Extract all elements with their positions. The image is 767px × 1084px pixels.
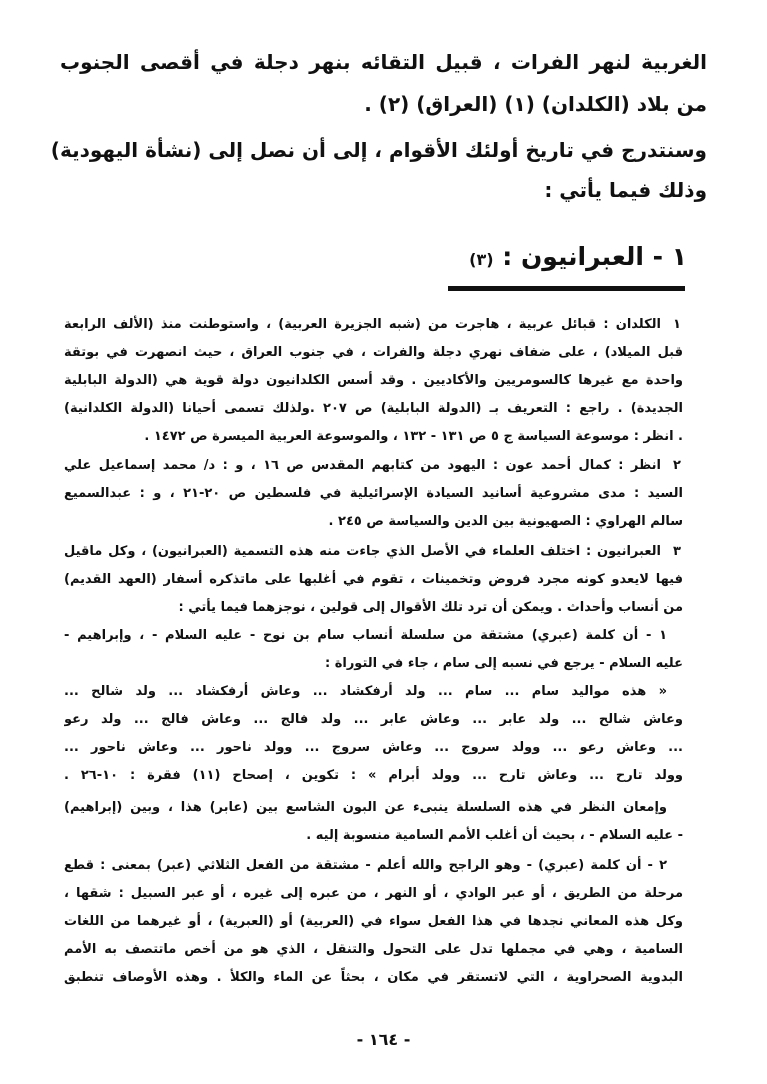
footnote-1-line: الجديدة) . راجع : التعريف بـ (الدولة البابلية) ص ٢٠٧ .ولذلك تسمى أحيانا (الدولة الكلدانية) bbox=[64, 401, 683, 416]
body-line-3: وسنتدرج في تاريخ أولئك الأقوام ، إلى أن نصل إلى (نشأة اليهودية) bbox=[50, 138, 707, 162]
footnote-3-line: من أنساب وأحداث . ويمكن أن ترد تلك الأقوال إلى قولين ، نوجزهما فيما يأتي : bbox=[178, 600, 683, 615]
footnote-1-line: الكلدان : قبائل عربية ، هاجرت من (شبه الجزيرة العربية) ، واستوطنت منذ (الألف الرابعة bbox=[64, 317, 661, 332]
footnote-3-line: وولد تارح ... وعاش تارح ... وولد أبرام » : تكوين ، إصحاح (١١) فقرة : ١٠-٢٦ . bbox=[64, 768, 683, 783]
footnote-3-line: - عليه السلام - ، بحيث أن أغلب الأمم السامية منسوبة إليه . bbox=[306, 828, 683, 843]
footnote-3-line: فيها لايعدو كونه مجرد فروض وتخمينات ، تقوم في أغلبها على ماتذكره أسفار (العهد القديم) bbox=[64, 572, 683, 587]
footnote-2-line: انظر : كمال أحمد عون : اليهود من كتابهم المقدس ص ١٦ ، و : د/ محمد إسماعيل علي bbox=[64, 458, 661, 473]
footnote-number-1: ١ bbox=[673, 317, 681, 332]
body-line-2: من بلاد (الكلدان) (١) (العراق) (٢) . bbox=[364, 92, 707, 116]
footnote-3-line: العبرانيون : اختلف العلماء في الأصل الذي جاءت منه هذه التسمية (العبرانيون) ، وكل ماقيل bbox=[64, 544, 661, 559]
body-line-1: الغربية لنهر الفرات ، قبيل التقائه بنهر دجلة في أقصى الجنوب bbox=[60, 50, 707, 74]
footnote-1-line: قبل الميلاد) ، على ضفاف نهري دجلة والفرات ، في جنوب العراق ، حيث انصهرت في بوتقة bbox=[64, 345, 683, 360]
section-title: ١ - العبرانيون : bbox=[502, 242, 687, 271]
footnote-2-line: السيد : مدى مشروعية أسانيد السيادة الإسرائيلية في فلسطين ص ٢٠-٢١ ، و : عبدالسميع bbox=[64, 486, 683, 501]
footnote-3-line: « هذه مواليد سام ... سام ... ولد أرفكشاد ... وعاش أرفكشاد ... ولد شالح ... bbox=[64, 684, 667, 699]
footnote-3-line: وكل هذه المعاني نجدها في هذا الفعل سواء في (العربية) أو (العبرية) ، أو غيرهما من اللغات bbox=[64, 914, 683, 929]
body-line-4: وذلك فيما يأتي : bbox=[544, 178, 707, 202]
footnote-3-line: السامية ، وهي في مجملها تدل على التحول والتنقل ، الذي هو من أخص ماتتصف به الأمم bbox=[64, 942, 683, 957]
footnote-3-line: مرحلة من الطريق ، أو عبر الوادي ، أو النهر ، من عبره إلى غيره ، أو عبر السبيل : شقها ، bbox=[64, 886, 683, 901]
footnote-number-2: ٢ bbox=[673, 458, 681, 473]
footnote-3-line: وإمعان النظر في هذه السلسلة ينبىء عن البون الشاسع بين (عابر) هذا ، وبين (إبراهيم) bbox=[64, 800, 667, 815]
footnote-3-line: عليه السلام - يرجع في نسبه إلى سام ، جاء في التوراة : bbox=[324, 656, 683, 671]
heading-underline bbox=[448, 286, 685, 291]
footnote-3-line: وعاش شالح ... ولد عابر ... وعاش عابر ... ولد فالج ... وعاش فالج ... ولد رعو bbox=[64, 712, 683, 727]
footnote-ref: (٣) bbox=[469, 250, 494, 269]
footnote-number-3: ٣ bbox=[673, 544, 681, 559]
page-number: - ١٦٤ - bbox=[356, 1030, 411, 1049]
footnote-2-line: سالم الهراوي : الصهيونية بين الدين والسياسة ص ٢٤٥ . bbox=[328, 514, 683, 529]
footnote-3-line: ... وعاش رعو ... وولد سروج ... وعاش سروج ... وولد ناحور ... وعاش ناحور ... bbox=[64, 740, 683, 755]
footnote-1-line: واحدة مع غيرها كالسومريين والأكاديين . وقد أسس الكلدانيون دولة قوية هي (الدولة البابلية bbox=[64, 373, 683, 388]
section-heading bbox=[469, 240, 687, 277]
footnote-1-line: . انظر : موسوعة السياسة ج ٥ ص ١٣١ - ١٣٢ ، والموسوعة العربية الميسرة ص ١٤٧٢ . bbox=[144, 429, 683, 444]
footnote-3-line: ١ - أن كلمة (عبري) مشتقة من سلسلة أنساب سام بن نوح - عليه السلام - ، وإبراهيم - bbox=[64, 628, 667, 643]
footnote-3-line: ٢ - أن كلمة (عبري) - وهو الراجح والله أعلم - مشتقة من الفعل الثلاثي (عبر) بمعنى : قطع bbox=[64, 858, 667, 873]
footnote-3-line: البدوية الصحراوية ، التي لاتستقر في مكان ، بحثاً عن الماء والكلأ . وهذه الأوصاف تنطبق bbox=[64, 970, 683, 985]
